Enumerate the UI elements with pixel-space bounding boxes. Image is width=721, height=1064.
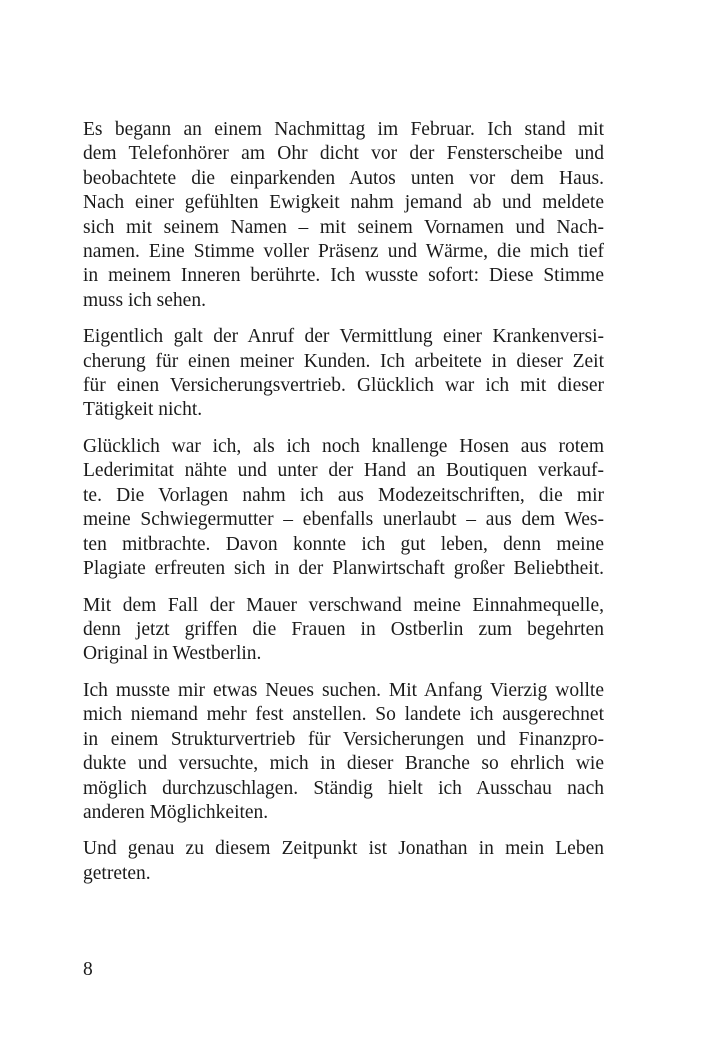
text-line: getreten. xyxy=(83,862,151,884)
paragraph xyxy=(83,837,604,886)
text-line: Mit dem Fall der Mauer verschwand meine Einnahmequelle, xyxy=(83,594,604,616)
text-line: Eigentlich galt der Anruf der Vermittlung einer Krankenversi- xyxy=(83,326,604,348)
text-line: in einem Strukturvertrieb für Versicherungen und Finanzpro- xyxy=(83,728,604,750)
text-line: Tätigkeit nicht. xyxy=(83,399,203,421)
paragraph xyxy=(83,594,604,667)
text-line: namen. Eine Stimme voller Präsenz und Wärme, die mich tief xyxy=(83,240,604,262)
paragraph xyxy=(83,325,604,423)
paragraph xyxy=(83,679,604,825)
text-line: ten mitbrachte. Davon konnte ich gut leben, denn meine xyxy=(83,533,604,555)
text-line: mich niemand mehr fest anstellen. So landete ich ausgerechnet xyxy=(83,704,604,726)
text-line: möglich durchzuschlagen. Ständig hielt ich Ausschau nach xyxy=(83,777,604,799)
paragraph xyxy=(83,435,604,581)
text-line: te. Die Vorlagen nahm ich aus Modezeitschriften, die mir xyxy=(83,484,604,506)
text-line: in meinem Inneren berührte. Ich wusste sofort: Diese Stimme xyxy=(83,265,604,287)
text-line: für einen Versicherungsvertrieb. Glücklich war ich mit dieser xyxy=(83,375,604,397)
text-line: Ich musste mir etwas Neues suchen. Mit Anfang Vierzig wollte xyxy=(83,679,604,701)
text-line: meine Schwiegermutter – ebenfalls unerlaubt – aus dem Wes- xyxy=(83,509,604,531)
text-line: Original in Westberlin. xyxy=(83,643,262,665)
text-line: dukte und versuchte, mich in dieser Branche so ehrlich wie xyxy=(83,753,604,775)
text-line: beobachtete die einparkenden Autos unten vor dem Haus. xyxy=(83,167,604,189)
text-line: Und genau zu diesem Zeitpunkt ist Jonathan in mein Leben xyxy=(83,838,604,860)
text-line: anderen Möglichkeiten. xyxy=(83,801,269,823)
text-line: Nach einer gefühlten Ewigkeit nahm jemand ab und meldete xyxy=(83,192,604,214)
text-line: cherung für einen meiner Kunden. Ich arbeitete in dieser Zeit xyxy=(83,350,604,372)
body-text xyxy=(83,118,604,898)
text-line: denn jetzt griffen die Frauen in Ostberlin zum begehrten xyxy=(83,618,604,640)
text-line: sich mit seinem Namen – mit seinem Vornamen und Nach- xyxy=(83,216,604,238)
paragraph xyxy=(83,118,604,313)
text-line: Lederimitat nähte und unter der Hand an Boutiquen verkauf- xyxy=(83,460,604,482)
text-line: dem Telefonhörer am Ohr dicht vor der Fensterscheibe und xyxy=(83,143,604,165)
text-line: Plagiate erfreuten sich in der Planwirtschaft großer Beliebtheit. xyxy=(83,558,604,580)
page-number: 8 xyxy=(83,959,93,980)
text-line: Glücklich war ich, als ich noch knallenge Hosen aus rotem xyxy=(83,436,604,458)
text-line: Es begann an einem Nachmittag im Februar. Ich stand mit xyxy=(83,119,604,140)
text-line: muss ich sehen. xyxy=(83,289,206,311)
